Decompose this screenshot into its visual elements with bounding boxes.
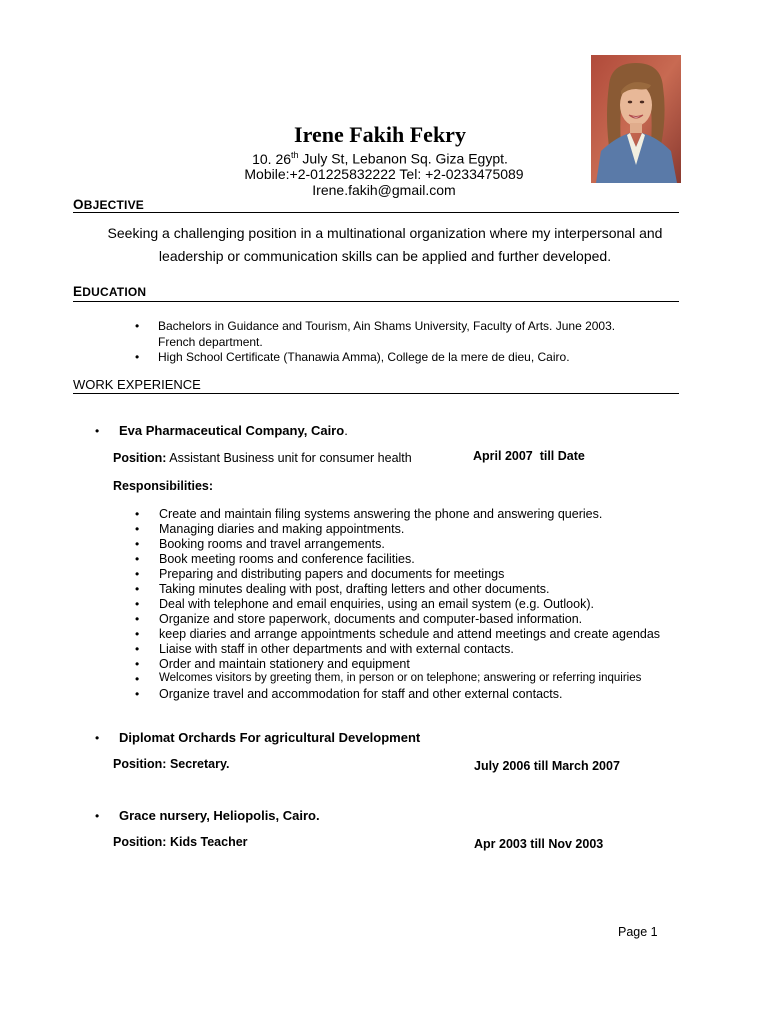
page-number: Page 1: [618, 925, 658, 939]
job-bullet: •: [95, 731, 100, 745]
job-bullet: •: [95, 809, 100, 823]
responsibility-item: keep diaries and arrange appointments schedule and attend meetings and create agendas: [159, 627, 661, 641]
responsibility-item: Booking rooms and travel arrangements.: [159, 537, 385, 551]
education-item: High School Certificate (Thanawia Amma), College de la mere de dieu, Cairo.: [158, 350, 570, 364]
job-position: Position: Kids Teacher: [113, 835, 248, 849]
bullet: •: [135, 567, 140, 581]
job-dates: April 2007 till Date: [473, 449, 585, 463]
responsibility-item: Managing diaries and making appointments.: [159, 522, 405, 536]
responsibility-item: Organize travel and accommodation for staff and other external contacts.: [159, 687, 563, 701]
responsibility-item: Create and maintain filing systems answering the phone and answering queries.: [159, 507, 603, 521]
bullet: •: [135, 627, 140, 641]
bullet: •: [135, 582, 140, 596]
bullet: •: [135, 350, 140, 364]
phone-numbers: Mobile:+2-01225832222 Tel: +2-0233475089: [244, 166, 524, 182]
section-divider: [73, 301, 679, 302]
email[interactable]: Irene.fakih@gmail.com: [312, 182, 456, 198]
responsibility-item: Organize and store paperwork, documents and computer-based information.: [159, 612, 583, 626]
bullet: •: [135, 687, 140, 701]
job-position: Position: Secretary.: [113, 757, 230, 771]
responsibility-item: Liaise with staff in other departments and with external contacts.: [159, 642, 514, 656]
section-divider: [73, 393, 679, 394]
education-item: French department.: [158, 335, 263, 349]
job-company: Eva Pharmaceutical Company, Cairo.: [119, 423, 348, 438]
job-position: Position: Assistant Business unit for consumer health: [113, 451, 412, 465]
bullet: •: [135, 552, 140, 566]
education-heading: EDUCATION: [73, 284, 147, 299]
section-divider: [73, 212, 679, 213]
address-ordinal: th: [291, 150, 299, 160]
education-item: Bachelors in Guidance and Tourism, Ain Shams University, Faculty of Arts. June 2003.: [158, 319, 616, 333]
address-number: 10. 26: [252, 150, 292, 167]
objective-heading: OBJECTIVE: [73, 197, 144, 212]
bullet: •: [135, 319, 140, 333]
candidate-name: Irene Fakih Fekry: [294, 122, 466, 147]
job-company: Grace nursery, Heliopolis, Cairo.: [119, 808, 320, 823]
objective-text: Seeking a challenging position in a multinational organization where my interpersonal and leadership or communication skills can be applied and further developed.: [107, 225, 663, 264]
responsibility-item: Welcomes visitors by greeting them, in person or on telephone; answering or referring inquiries: [159, 672, 642, 684]
bullet: •: [135, 672, 140, 686]
responsibility-item: Order and maintain stationery and equipment: [159, 657, 410, 671]
responsibility-item: Preparing and distributing papers and documents for meetings: [159, 567, 505, 581]
responsibility-item: Deal with telephone and email enquiries, using an email system (e.g. Outlook).: [159, 597, 594, 611]
bullet: •: [135, 537, 140, 551]
address: [0, 150, 768, 167]
bullet: •: [135, 642, 140, 656]
work-experience-heading: WORK EXPERIENCE: [73, 377, 201, 392]
responsibilities-label: Responsibilities:: [113, 479, 214, 493]
job-dates: Apr 2003 till Nov 2003: [474, 837, 604, 851]
job-dates: July 2006 till March 2007: [474, 759, 620, 773]
bullet: •: [135, 657, 140, 671]
job-company: Diplomat Orchards For agricultural Development: [119, 730, 421, 745]
bullet: •: [135, 507, 140, 521]
responsibility-item: Taking minutes dealing with post, drafting letters and other documents.: [159, 582, 550, 596]
bullet: •: [135, 522, 140, 536]
address-street: July St, Lebanon Sq. Giza Egypt.: [298, 150, 508, 167]
bullet: •: [135, 612, 140, 626]
responsibility-item: Book meeting rooms and conference facilities.: [159, 552, 415, 566]
bullet: •: [135, 597, 140, 611]
job-bullet: •: [95, 424, 100, 438]
